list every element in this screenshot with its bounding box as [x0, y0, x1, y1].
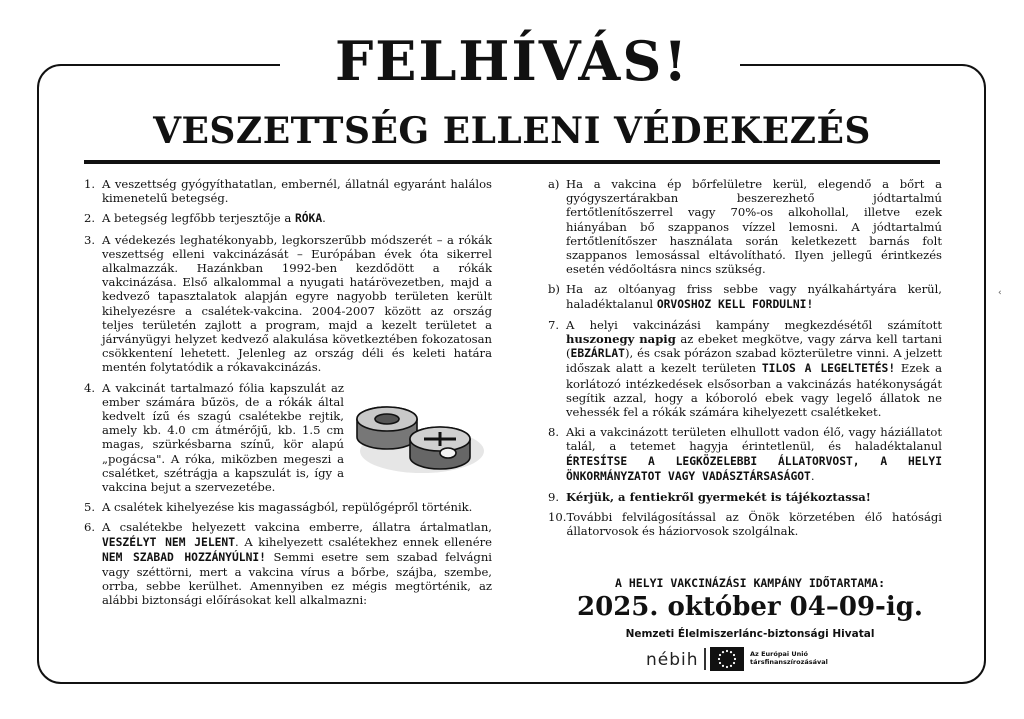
list-item-2: 2. A betegség legfőbb terjesztője a RÓKA.	[84, 211, 326, 226]
list-item-a: a) Ha a vakcina ép bőrfelületre kerül, elegendő a bőrt a gyógyszertárakban beszerezhető jódtartalmú fertőtlenítőszerrel vagy 70%-os alkohollal, illetve ezek hiányában bő szappanos vízzel lemosni. A jódtartalmú fertőtlenítőszer használata során keletkezett barnás folt szappanos lemosással eltávolítható. Ilyen jellegű érintkezés esetén védőoltásra nincs szükség.	[548, 177, 942, 277]
list-item-1: 1. A veszettség gyógyíthatatlan, embernél, állatnál egyaránt halálos kimenetelű betegség.	[84, 177, 492, 206]
bold-do-not-touch: NEM SZABAD HOZZÁNYÚLNI!	[102, 550, 266, 564]
list-item-10: 10. További felvilágosítással az Önök körzetében élő hatósági állatorvosok és háziorvosok szolgálnak.	[548, 510, 942, 539]
eu-cofinancing-text: Az Európai Unió társfinanszírozásával	[750, 650, 828, 666]
list-item-5: 5. A csalétek kihelyezése kis magasságból, repülőgépről történik.	[84, 500, 473, 515]
bold-grazing-forbidden: TILOS A LEGELTETÉS!	[761, 362, 896, 376]
right-column	[548, 177, 942, 545]
agency-name: Nemzeti Élelmiszerlánc-biztonsági Hivatal	[625, 628, 875, 640]
list-item-3: 3. A védekezés leghatékonyabb, legkorszerűbb módszerét – a rókák veszettség elleni vakcinázását – Európában évek óta sikerrel alkalmazzák. Hazánkban 1992-ben kezdődött a rókák vakcinázása. Első alkalommal a nyugati határövezetben, majd a kedvező tapasztalatok alapján egyre nagyobb területen került kihelyezésre a csalétek-vakcina. 2004-2007 között az ország teljes területén zajlott a program, majd a kezelt területet a járványügyi helyzet kedvező alakulása következtében fokozatosan csökkentení lehetett. Jelenleg az ország déli és keleti határa mentén folytatódik a rókavakcinázás.	[84, 232, 492, 375]
list-item-8: 8. Aki a vakcinázott területen elhullott vadon élő, vagy háziállatot talál, a tetemet hagyja érintetlenül, és haladéktalanul ÉRTESÍTSE A LEGKÖZELEBBI ÁLLATORVOST, A HELYI ÖNKORMÁNYZATOT VAGY VADÁSZTÁRSASÁGOT.	[548, 425, 942, 483]
logo-divider	[704, 648, 706, 670]
campaign-label: A HELYI VAKCINÁZÁSI KAMPÁNY IDŐTARTAMA:	[614, 576, 886, 590]
list-item-6: 6. A csalétekbe helyezett vakcina emberre, állatra ártalmatlan, VESZÉLYT NEM JELENT. A kihelyezett csalétekhez ennek ellenére NEM SZABAD HOZZÁNYÚLNI! Semmi esetre sem szabad felvágni vagy széttörni, mert a vakcina vírus a bőrbe, szájba, szembe, orrba, sebbe kerülhet. Amennyiben ez mégis megtörténik, az alábbi biztonsági előírásokat kell alkalmazni:	[84, 520, 493, 608]
bait-illustration	[352, 381, 492, 481]
eu-flag-icon	[710, 647, 744, 671]
list-item-b: b) Ha az oltóanyag friss sebbe vagy nyálkahártyára kerül, haladéktalanul ORVOSHOZ KELL FORDULNI!	[548, 282, 942, 311]
campaign-date: 2025. október 04–09-ig.	[577, 592, 923, 622]
bold-roka: RÓKA	[294, 212, 323, 226]
nebih-logo: nébih	[646, 650, 699, 670]
poster-title: FELHÍVÁS!	[334, 29, 690, 93]
bold-no-danger: VESZÉLYT NEM JELENT	[102, 535, 236, 549]
title-rule	[84, 160, 940, 164]
list-item-4: 4. A vakcinát tartalmazó fólia kapszulát az ember számára bűzös, de a rókák által kedvelt ízű és szagú csalétekbe rejtik, amely kb. 4.0 cm átmérőjű, kb. 1.5 cm magas, szürkésbarna színű, kör alapú „pogácsa". A róka, miközben megeszi a csalétket, szétrágja a kapszulát is, így a vakcina bejut a szervezetébe.	[84, 381, 492, 495]
bold-dog-lockdown: EBZÁRLAT	[570, 347, 625, 361]
list-item-9: 9. Kérjük, a fentiekről gyermekét is tájékoztassa!	[548, 490, 871, 505]
bold-see-doctor: ORVOSHOZ KELL FORDULNI!	[656, 297, 814, 311]
bold-twenty-one-days: huszonegy napig	[566, 332, 676, 347]
left-column	[84, 177, 492, 614]
side-mark: ‹	[998, 288, 1002, 298]
poster-subtitle: VESZETTSÉG ELLENI VÉDEKEZÉS	[153, 110, 871, 152]
bold-notify-authorities: ÉRTESÍTSE A LEGKÖZELEBBI ÁLLATORVOST, A HELYI ÖNKORMÁNYZATOT VAGY VADÁSZTÁRSASÁGOT	[566, 454, 942, 483]
list-item-7: 7. A helyi vakcinázási kampány megkezdésétől számított huszonegy napig az ebeket megkötve, vagy zárva kell tartani (EBZÁRLAT), és csak pórázon szabad közterületre vinni. A jelzett időszak alatt a kezelt területen TILOS A LEGELTETÉS! Ezek a korlátozó intézkedések elsősorban a vakcinázás hatékonyságát segítik azzal, hogy a kóboroló ebek vagy legelő állatok ne vehessék fel a rókák számára kihelyezett csalétkeket.	[548, 317, 942, 420]
